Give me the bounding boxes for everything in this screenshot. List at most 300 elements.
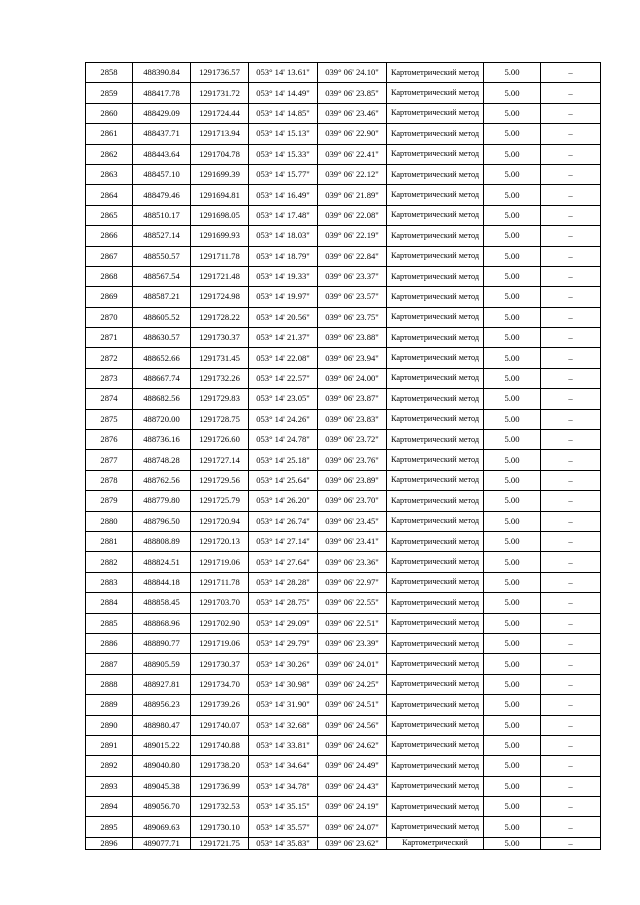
point-number-cell: 2859 (86, 83, 133, 103)
point-number-cell: 2878 (86, 470, 133, 490)
table-row (86, 348, 601, 368)
table-row (86, 124, 601, 144)
accuracy-cell: 5.00 (484, 837, 541, 849)
description-cell: – (541, 735, 601, 755)
description-cell: – (541, 164, 601, 184)
latitude-cell: 053° 14' 23.05" (249, 389, 318, 409)
description-cell: – (541, 368, 601, 388)
x-coordinate-cell: 488605.52 (133, 307, 191, 327)
table-row (86, 837, 601, 849)
table-row (86, 246, 601, 266)
longitude-cell: 039° 06' 23.83" (318, 409, 387, 429)
point-number-cell: 2895 (86, 817, 133, 837)
x-coordinate-cell: 488927.81 (133, 674, 191, 694)
longitude-cell: 039° 06' 24.43" (318, 776, 387, 796)
table-row (86, 409, 601, 429)
method-cell: Картометрический метод (387, 470, 484, 490)
point-number-cell: 2883 (86, 572, 133, 592)
point-number-cell: 2860 (86, 103, 133, 123)
accuracy-cell: 5.00 (484, 776, 541, 796)
point-number-cell: 2871 (86, 328, 133, 348)
x-coordinate-cell: 488824.51 (133, 552, 191, 572)
table-row (86, 715, 601, 735)
y-coordinate-cell: 1291736.99 (191, 776, 249, 796)
longitude-cell: 039° 06' 23.88" (318, 328, 387, 348)
longitude-cell: 039° 06' 23.72" (318, 430, 387, 450)
coordinates-document (85, 62, 600, 850)
point-number-cell: 2894 (86, 797, 133, 817)
longitude-cell: 039° 06' 22.97" (318, 572, 387, 592)
accuracy-cell: 5.00 (484, 756, 541, 776)
method-cell: Картометрический метод (387, 797, 484, 817)
description-cell: – (541, 328, 601, 348)
method-cell: Картометрический метод (387, 552, 484, 572)
method-cell: Картометрический метод (387, 450, 484, 470)
coordinates-table (85, 62, 601, 850)
description-cell: – (541, 470, 601, 490)
latitude-cell: 053° 14' 24.78" (249, 430, 318, 450)
longitude-cell: 039° 06' 24.56" (318, 715, 387, 735)
point-number-cell: 2876 (86, 430, 133, 450)
longitude-cell: 039° 06' 24.62" (318, 735, 387, 755)
latitude-cell: 053° 14' 16.49" (249, 185, 318, 205)
description-cell: – (541, 185, 601, 205)
description-cell: – (541, 348, 601, 368)
y-coordinate-cell: 1291729.56 (191, 470, 249, 490)
description-cell: – (541, 776, 601, 796)
method-cell: Картометрический метод (387, 715, 484, 735)
method-cell: Картометрический метод (387, 430, 484, 450)
longitude-cell: 039° 06' 22.51" (318, 613, 387, 633)
accuracy-cell: 5.00 (484, 715, 541, 735)
table-row (86, 205, 601, 225)
accuracy-cell: 5.00 (484, 103, 541, 123)
y-coordinate-cell: 1291698.05 (191, 205, 249, 225)
longitude-cell: 039° 06' 22.55" (318, 593, 387, 613)
point-number-cell: 2874 (86, 389, 133, 409)
y-coordinate-cell: 1291731.72 (191, 83, 249, 103)
table-row (86, 287, 601, 307)
point-number-cell: 2888 (86, 674, 133, 694)
y-coordinate-cell: 1291703.70 (191, 593, 249, 613)
accuracy-cell: 5.00 (484, 491, 541, 511)
point-number-cell: 2867 (86, 246, 133, 266)
point-number-cell: 2868 (86, 266, 133, 286)
point-number-cell: 2877 (86, 450, 133, 470)
longitude-cell: 039° 06' 22.12" (318, 164, 387, 184)
accuracy-cell: 5.00 (484, 287, 541, 307)
x-coordinate-cell: 488762.56 (133, 470, 191, 490)
point-number-cell: 2861 (86, 124, 133, 144)
table-row (86, 430, 601, 450)
method-cell: Картометрический метод (387, 226, 484, 246)
latitude-cell: 053° 14' 20.56" (249, 307, 318, 327)
point-number-cell: 2863 (86, 164, 133, 184)
y-coordinate-cell: 1291728.75 (191, 409, 249, 429)
latitude-cell: 053° 14' 27.14" (249, 531, 318, 551)
table-row (86, 531, 601, 551)
table-row (86, 572, 601, 592)
description-cell: – (541, 511, 601, 531)
x-coordinate-cell: 488682.56 (133, 389, 191, 409)
table-row (86, 735, 601, 755)
accuracy-cell: 5.00 (484, 735, 541, 755)
accuracy-cell: 5.00 (484, 654, 541, 674)
table-row (86, 552, 601, 572)
x-coordinate-cell: 488779.80 (133, 491, 191, 511)
longitude-cell: 039° 06' 24.07" (318, 817, 387, 837)
table-row (86, 63, 601, 83)
table-row (86, 593, 601, 613)
x-coordinate-cell: 488905.59 (133, 654, 191, 674)
longitude-cell: 039° 06' 23.41" (318, 531, 387, 551)
point-number-cell: 2870 (86, 307, 133, 327)
x-coordinate-cell: 488527.14 (133, 226, 191, 246)
description-cell: – (541, 307, 601, 327)
x-coordinate-cell: 488980.47 (133, 715, 191, 735)
description-cell: – (541, 756, 601, 776)
latitude-cell: 053° 14' 33.81" (249, 735, 318, 755)
y-coordinate-cell: 1291731.45 (191, 348, 249, 368)
y-coordinate-cell: 1291724.98 (191, 287, 249, 307)
accuracy-cell: 5.00 (484, 266, 541, 286)
method-cell: Картометрический метод (387, 776, 484, 796)
description-cell: – (541, 572, 601, 592)
latitude-cell: 053° 14' 32.68" (249, 715, 318, 735)
latitude-cell: 053° 14' 25.18" (249, 450, 318, 470)
x-coordinate-cell: 488858.45 (133, 593, 191, 613)
x-coordinate-cell: 488567.54 (133, 266, 191, 286)
accuracy-cell: 5.00 (484, 572, 541, 592)
y-coordinate-cell: 1291725.79 (191, 491, 249, 511)
longitude-cell: 039° 06' 23.94" (318, 348, 387, 368)
method-cell: Картометрический метод (387, 164, 484, 184)
latitude-cell: 053° 14' 22.08" (249, 348, 318, 368)
table-row (86, 633, 601, 653)
longitude-cell: 039° 06' 24.25" (318, 674, 387, 694)
latitude-cell: 053° 14' 28.75" (249, 593, 318, 613)
table-row (86, 103, 601, 123)
y-coordinate-cell: 1291736.57 (191, 63, 249, 83)
longitude-cell: 039° 06' 24.49" (318, 756, 387, 776)
longitude-cell: 039° 06' 24.01" (318, 654, 387, 674)
description-cell: – (541, 674, 601, 694)
table-row (86, 817, 601, 837)
method-cell: Картометрический метод (387, 531, 484, 551)
accuracy-cell: 5.00 (484, 633, 541, 653)
description-cell: – (541, 593, 601, 613)
table-row (86, 511, 601, 531)
y-coordinate-cell: 1291726.60 (191, 430, 249, 450)
longitude-cell: 039° 06' 22.84" (318, 246, 387, 266)
latitude-cell: 053° 14' 35.15" (249, 797, 318, 817)
accuracy-cell: 5.00 (484, 348, 541, 368)
x-coordinate-cell: 489069.63 (133, 817, 191, 837)
table-body (86, 63, 601, 850)
x-coordinate-cell: 488417.78 (133, 83, 191, 103)
method-cell: Картометрический метод (387, 185, 484, 205)
latitude-cell: 053° 14' 19.33" (249, 266, 318, 286)
method-cell: Картометрический метод (387, 124, 484, 144)
longitude-cell: 039° 06' 23.70" (318, 491, 387, 511)
description-cell: – (541, 83, 601, 103)
method-cell: Картометрический метод (387, 593, 484, 613)
latitude-cell: 053° 14' 26.74" (249, 511, 318, 531)
y-coordinate-cell: 1291699.93 (191, 226, 249, 246)
y-coordinate-cell: 1291732.53 (191, 797, 249, 817)
x-coordinate-cell: 488956.23 (133, 695, 191, 715)
latitude-cell: 053° 14' 25.64" (249, 470, 318, 490)
method-cell: Картометрический метод (387, 328, 484, 348)
accuracy-cell: 5.00 (484, 470, 541, 490)
x-coordinate-cell: 488720.00 (133, 409, 191, 429)
description-cell: – (541, 63, 601, 83)
point-number-cell: 2884 (86, 593, 133, 613)
description-cell: – (541, 797, 601, 817)
y-coordinate-cell: 1291711.78 (191, 246, 249, 266)
method-cell: Картометрический метод (387, 287, 484, 307)
latitude-cell: 053° 14' 19.97" (249, 287, 318, 307)
y-coordinate-cell: 1291720.13 (191, 531, 249, 551)
longitude-cell: 039° 06' 23.75" (318, 307, 387, 327)
description-cell: – (541, 531, 601, 551)
x-coordinate-cell: 488736.16 (133, 430, 191, 450)
y-coordinate-cell: 1291719.06 (191, 633, 249, 653)
method-cell: Картометрический метод (387, 572, 484, 592)
y-coordinate-cell: 1291720.94 (191, 511, 249, 531)
table-row (86, 756, 601, 776)
latitude-cell: 053° 14' 18.79" (249, 246, 318, 266)
latitude-cell: 053° 14' 18.03" (249, 226, 318, 246)
x-coordinate-cell: 488510.17 (133, 205, 191, 225)
description-cell: – (541, 817, 601, 837)
accuracy-cell: 5.00 (484, 328, 541, 348)
x-coordinate-cell: 488443.64 (133, 144, 191, 164)
accuracy-cell: 5.00 (484, 246, 541, 266)
accuracy-cell: 5.00 (484, 164, 541, 184)
longitude-cell: 039° 06' 24.00" (318, 368, 387, 388)
description-cell: – (541, 613, 601, 633)
x-coordinate-cell: 489056.70 (133, 797, 191, 817)
accuracy-cell: 5.00 (484, 389, 541, 409)
description-cell: – (541, 103, 601, 123)
x-coordinate-cell: 488550.57 (133, 246, 191, 266)
method-cell: Картометрический метод (387, 491, 484, 511)
latitude-cell: 053° 14' 17.48" (249, 205, 318, 225)
x-coordinate-cell: 488890.77 (133, 633, 191, 653)
table-row (86, 776, 601, 796)
method-cell: Картометрический метод (387, 695, 484, 715)
latitude-cell: 053° 14' 24.26" (249, 409, 318, 429)
y-coordinate-cell: 1291699.39 (191, 164, 249, 184)
table-row (86, 695, 601, 715)
accuracy-cell: 5.00 (484, 695, 541, 715)
longitude-cell: 039° 06' 22.19" (318, 226, 387, 246)
y-coordinate-cell: 1291719.06 (191, 552, 249, 572)
latitude-cell: 053° 14' 28.28" (249, 572, 318, 592)
longitude-cell: 039° 06' 23.89" (318, 470, 387, 490)
method-cell: Картометрический метод (387, 511, 484, 531)
accuracy-cell: 5.00 (484, 450, 541, 470)
point-number-cell: 2864 (86, 185, 133, 205)
y-coordinate-cell: 1291732.26 (191, 368, 249, 388)
latitude-cell: 053° 14' 14.49" (249, 83, 318, 103)
description-cell: – (541, 633, 601, 653)
description-cell: – (541, 287, 601, 307)
y-coordinate-cell: 1291704.78 (191, 144, 249, 164)
latitude-cell: 053° 14' 34.64" (249, 756, 318, 776)
longitude-cell: 039° 06' 23.85" (318, 83, 387, 103)
method-cell: Картометрический метод (387, 389, 484, 409)
longitude-cell: 039° 06' 23.36" (318, 552, 387, 572)
y-coordinate-cell: 1291721.48 (191, 266, 249, 286)
accuracy-cell: 5.00 (484, 430, 541, 450)
x-coordinate-cell: 489077.71 (133, 837, 191, 849)
table-row (86, 654, 601, 674)
description-cell: – (541, 389, 601, 409)
description-cell: – (541, 124, 601, 144)
y-coordinate-cell: 1291694.81 (191, 185, 249, 205)
latitude-cell: 053° 14' 21.37" (249, 328, 318, 348)
x-coordinate-cell: 489045.38 (133, 776, 191, 796)
description-cell: – (541, 205, 601, 225)
latitude-cell: 053° 14' 29.79" (249, 633, 318, 653)
longitude-cell: 039° 06' 23.62" (318, 837, 387, 849)
description-cell: – (541, 144, 601, 164)
latitude-cell: 053° 14' 15.33" (249, 144, 318, 164)
latitude-cell: 053° 14' 30.98" (249, 674, 318, 694)
table-row (86, 307, 601, 327)
y-coordinate-cell: 1291724.44 (191, 103, 249, 123)
y-coordinate-cell: 1291740.88 (191, 735, 249, 755)
accuracy-cell: 5.00 (484, 797, 541, 817)
description-cell: – (541, 695, 601, 715)
table-row (86, 266, 601, 286)
longitude-cell: 039° 06' 24.19" (318, 797, 387, 817)
accuracy-cell: 5.00 (484, 593, 541, 613)
latitude-cell: 053° 14' 22.57" (249, 368, 318, 388)
method-cell: Картометрический метод (387, 756, 484, 776)
longitude-cell: 039° 06' 23.37" (318, 266, 387, 286)
accuracy-cell: 5.00 (484, 226, 541, 246)
y-coordinate-cell: 1291713.94 (191, 124, 249, 144)
latitude-cell: 053° 14' 27.64" (249, 552, 318, 572)
description-cell: – (541, 552, 601, 572)
y-coordinate-cell: 1291721.75 (191, 837, 249, 849)
longitude-cell: 039° 06' 23.39" (318, 633, 387, 653)
point-number-cell: 2881 (86, 531, 133, 551)
method-cell: Картометрический метод (387, 654, 484, 674)
point-number-cell: 2885 (86, 613, 133, 633)
y-coordinate-cell: 1291711.78 (191, 572, 249, 592)
description-cell: – (541, 266, 601, 286)
longitude-cell: 039° 06' 21.89" (318, 185, 387, 205)
method-cell: Картометрический метод (387, 674, 484, 694)
table-row (86, 491, 601, 511)
accuracy-cell: 5.00 (484, 83, 541, 103)
y-coordinate-cell: 1291727.14 (191, 450, 249, 470)
longitude-cell: 039° 06' 23.46" (318, 103, 387, 123)
point-number-cell: 2880 (86, 511, 133, 531)
description-cell: – (541, 837, 601, 849)
point-number-cell: 2889 (86, 695, 133, 715)
description-cell: – (541, 654, 601, 674)
table-row (86, 613, 601, 633)
point-number-cell: 2866 (86, 226, 133, 246)
latitude-cell: 053° 14' 29.09" (249, 613, 318, 633)
table-row (86, 83, 601, 103)
x-coordinate-cell: 489040.80 (133, 756, 191, 776)
table-row (86, 674, 601, 694)
y-coordinate-cell: 1291730.10 (191, 817, 249, 837)
point-number-cell: 2862 (86, 144, 133, 164)
method-cell: Картометрический метод (387, 266, 484, 286)
accuracy-cell: 5.00 (484, 307, 541, 327)
y-coordinate-cell: 1291730.37 (191, 654, 249, 674)
method-cell: Картометрический метод (387, 613, 484, 633)
latitude-cell: 053° 14' 35.57" (249, 817, 318, 837)
accuracy-cell: 5.00 (484, 124, 541, 144)
method-cell: Картометрический метод (387, 63, 484, 83)
table-row (86, 797, 601, 817)
accuracy-cell: 5.00 (484, 511, 541, 531)
latitude-cell: 053° 14' 35.83" (249, 837, 318, 849)
table-row (86, 328, 601, 348)
point-number-cell: 2892 (86, 756, 133, 776)
y-coordinate-cell: 1291734.70 (191, 674, 249, 694)
description-cell: – (541, 226, 601, 246)
description-cell: – (541, 491, 601, 511)
x-coordinate-cell: 489015.22 (133, 735, 191, 755)
point-number-cell: 2882 (86, 552, 133, 572)
point-number-cell: 2891 (86, 735, 133, 755)
x-coordinate-cell: 488652.66 (133, 348, 191, 368)
point-number-cell: 2886 (86, 633, 133, 653)
longitude-cell: 039° 06' 24.51" (318, 695, 387, 715)
table-row (86, 164, 601, 184)
x-coordinate-cell: 488844.18 (133, 572, 191, 592)
longitude-cell: 039° 06' 22.41" (318, 144, 387, 164)
accuracy-cell: 5.00 (484, 63, 541, 83)
latitude-cell: 053° 14' 31.90" (249, 695, 318, 715)
table-row (86, 226, 601, 246)
method-cell: Картометрический метод (387, 205, 484, 225)
table-row (86, 368, 601, 388)
accuracy-cell: 5.00 (484, 205, 541, 225)
method-cell: Картометрический метод (387, 633, 484, 653)
accuracy-cell: 5.00 (484, 368, 541, 388)
method-cell: Картометрический метод (387, 103, 484, 123)
point-number-cell: 2879 (86, 491, 133, 511)
point-number-cell: 2858 (86, 63, 133, 83)
x-coordinate-cell: 488390.84 (133, 63, 191, 83)
method-cell: Картометрический метод (387, 307, 484, 327)
x-coordinate-cell: 488796.50 (133, 511, 191, 531)
point-number-cell: 2896 (86, 837, 133, 849)
description-cell: – (541, 430, 601, 450)
point-number-cell: 2872 (86, 348, 133, 368)
accuracy-cell: 5.00 (484, 144, 541, 164)
method-cell: Картометрический (387, 837, 484, 849)
table-row (86, 144, 601, 164)
longitude-cell: 039° 06' 24.10" (318, 63, 387, 83)
table-row (86, 389, 601, 409)
x-coordinate-cell: 488630.57 (133, 328, 191, 348)
x-coordinate-cell: 488868.96 (133, 613, 191, 633)
y-coordinate-cell: 1291740.07 (191, 715, 249, 735)
longitude-cell: 039° 06' 23.76" (318, 450, 387, 470)
accuracy-cell: 5.00 (484, 817, 541, 837)
